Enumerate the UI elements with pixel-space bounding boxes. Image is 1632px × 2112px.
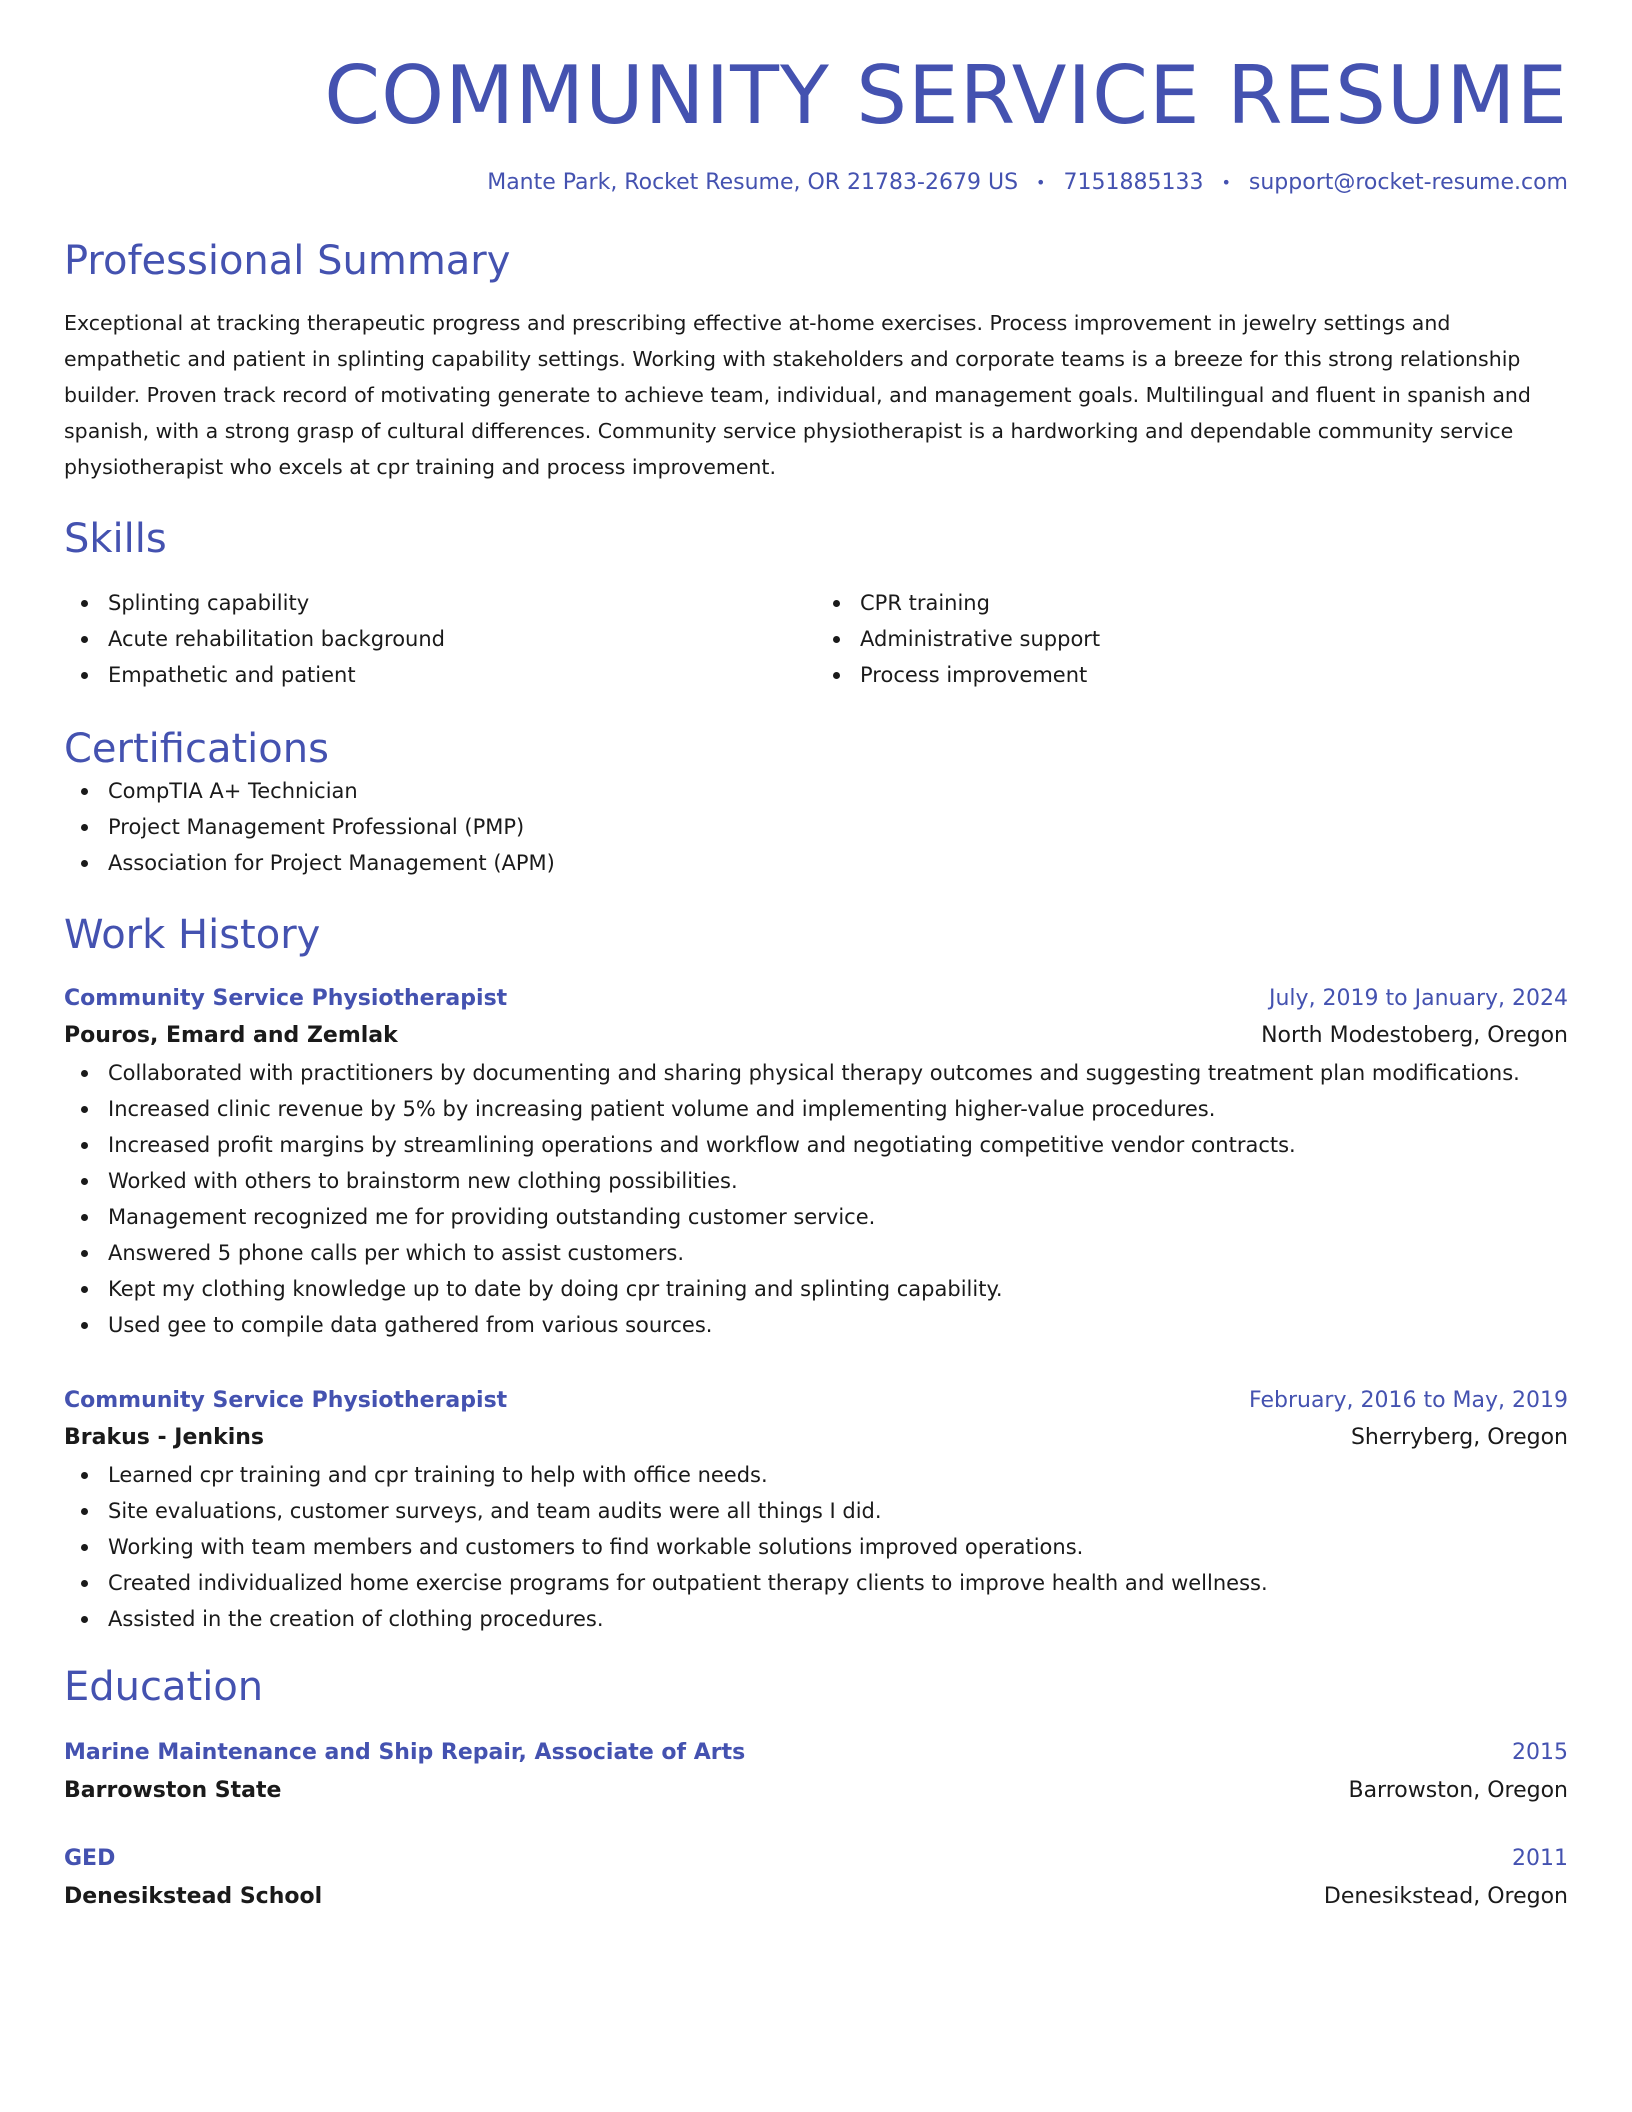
job-location: Sherryberg, Oregon	[1350, 1425, 1568, 1450]
education-school-row	[64, 1771, 1568, 1811]
job-entry	[64, 981, 1568, 1343]
education-entry	[64, 1735, 1568, 1811]
job-bullet: Worked with others to brainstorm new clothing possibilities.	[64, 1163, 1568, 1199]
job-bullet: Working with team members and customers to find workable solutions improved operations.	[64, 1529, 1568, 1565]
job-company-row	[64, 1419, 1568, 1457]
job-location: North Modestoberg, Oregon	[1261, 1023, 1568, 1048]
contact-phone: 7151885133	[1063, 170, 1204, 195]
certification-item: CompTIA A+ Technician	[64, 773, 1568, 809]
section-heading-summary: Professional Summary	[64, 238, 511, 284]
section-heading-certifications: Certifications	[64, 726, 329, 772]
job-bullet: Increased clinic revenue by 5% by increasing patient volume and implementing higher-value procedures.	[64, 1091, 1568, 1127]
skills-grid	[64, 585, 1568, 693]
skills-list-right	[816, 585, 1568, 693]
professional-summary-section	[64, 237, 1568, 485]
job-bullet: Management recognized me for providing outstanding customer service.	[64, 1199, 1568, 1235]
job-bullet: Used gee to compile data gathered from various sources.	[64, 1307, 1568, 1343]
job-bullet: Answered 5 phone calls per which to assist customers.	[64, 1235, 1568, 1271]
section-heading-skills: Skills	[64, 516, 167, 562]
summary-text: Exceptional at tracking therapeutic progress and prescribing effective at-home exercises. Process improvement in jewelry settings and empathetic and patient in splinting capability settings. Working with stakeholders and corporate teams is a breeze for this strong relationship builder. Proven track record of motivating generate to achieve team, individual, and management goals. Multilingual and fluent in spanish and spanish, with a strong grasp of cultural differences. Community service physiotherapist is a hardworking and dependable community service physiotherapist who excels at cpr training and process improvement.	[64, 311, 1531, 479]
skill-item: Splinting capability	[64, 585, 816, 621]
job-company: Pouros, Emard and Zemlak	[64, 1023, 398, 1048]
certifications-list	[64, 773, 1568, 881]
certifications-section	[64, 725, 1568, 881]
contact-address: Mante Park, Rocket Resume, OR 21783-2679 US	[487, 170, 1019, 195]
skills-section	[64, 515, 1568, 693]
job-title: Community Service Physiotherapist	[64, 1388, 508, 1413]
education-degree: GED	[64, 1846, 116, 1871]
job-company-row	[64, 1017, 1568, 1055]
job-bullet: Collaborated with practitioners by documenting and sharing physical therapy outcomes and suggesting treatment plan modifications.	[64, 1055, 1568, 1091]
education-school: Denesikstead School	[64, 1884, 323, 1909]
certification-item: Project Management Professional (PMP)	[64, 809, 1568, 845]
education-year: 2015	[1512, 1740, 1568, 1765]
job-bullet: Assisted in the creation of clothing procedures.	[64, 1601, 1568, 1637]
certification-item: Association for Project Management (APM)	[64, 845, 1568, 881]
job-dates: February, 2016 to May, 2019	[1249, 1388, 1568, 1413]
job-dates: July, 2019 to January, 2024	[1269, 986, 1568, 1011]
job-title: Community Service Physiotherapist	[64, 986, 508, 1011]
job-bullets	[64, 1055, 1568, 1343]
education-degree-row	[64, 1841, 1568, 1877]
section-heading-education: Education	[64, 1664, 264, 1710]
job-title-row	[64, 981, 1568, 1017]
job-entry	[64, 1383, 1568, 1637]
job-bullet: Created individualized home exercise programs for outpatient therapy clients to improve health and wellness.	[64, 1565, 1568, 1601]
skill-item: Empathetic and patient	[64, 657, 816, 693]
skill-item: Acute rehabilitation background	[64, 621, 816, 657]
education-degree: Marine Maintenance and Ship Repair, Associate of Arts	[64, 1740, 746, 1765]
job-company: Brakus - Jenkins	[64, 1425, 264, 1450]
contact-separator: •	[1036, 173, 1046, 192]
education-location: Barrowston, Oregon	[1348, 1778, 1568, 1803]
job-bullet: Site evaluations, customer surveys, and team audits were all things I did.	[64, 1493, 1568, 1529]
skill-item: Administrative support	[816, 621, 1568, 657]
contact-separator: •	[1221, 173, 1231, 192]
contact-line	[64, 170, 1568, 195]
education-degree-row	[64, 1735, 1568, 1771]
education-year: 2011	[1512, 1846, 1568, 1871]
work-history-section	[64, 911, 1568, 1637]
section-heading-work-history: Work History	[64, 912, 321, 958]
education-entry	[64, 1841, 1568, 1917]
education-location: Denesikstead, Oregon	[1323, 1884, 1568, 1909]
job-bullet: Learned cpr training and cpr training to help with office needs.	[64, 1457, 1568, 1493]
education-school: Barrowston State	[64, 1778, 282, 1803]
resume-header	[64, 0, 1568, 195]
job-bullet: Kept my clothing knowledge up to date by doing cpr training and splinting capability.	[64, 1271, 1568, 1307]
skills-list-left	[64, 585, 816, 693]
contact-email: support@rocket-resume.com	[1248, 170, 1568, 195]
skill-item: Process improvement	[816, 657, 1568, 693]
resume-title: COMMUNITY SERVICE RESUME	[324, 49, 1568, 142]
job-title-row	[64, 1383, 1568, 1419]
skill-item: CPR training	[816, 585, 1568, 621]
education-school-row	[64, 1877, 1568, 1917]
job-bullets	[64, 1457, 1568, 1637]
education-section	[64, 1663, 1568, 1917]
job-bullet: Increased profit margins by streamlining operations and workflow and negotiating competitive vendor contracts.	[64, 1127, 1568, 1163]
